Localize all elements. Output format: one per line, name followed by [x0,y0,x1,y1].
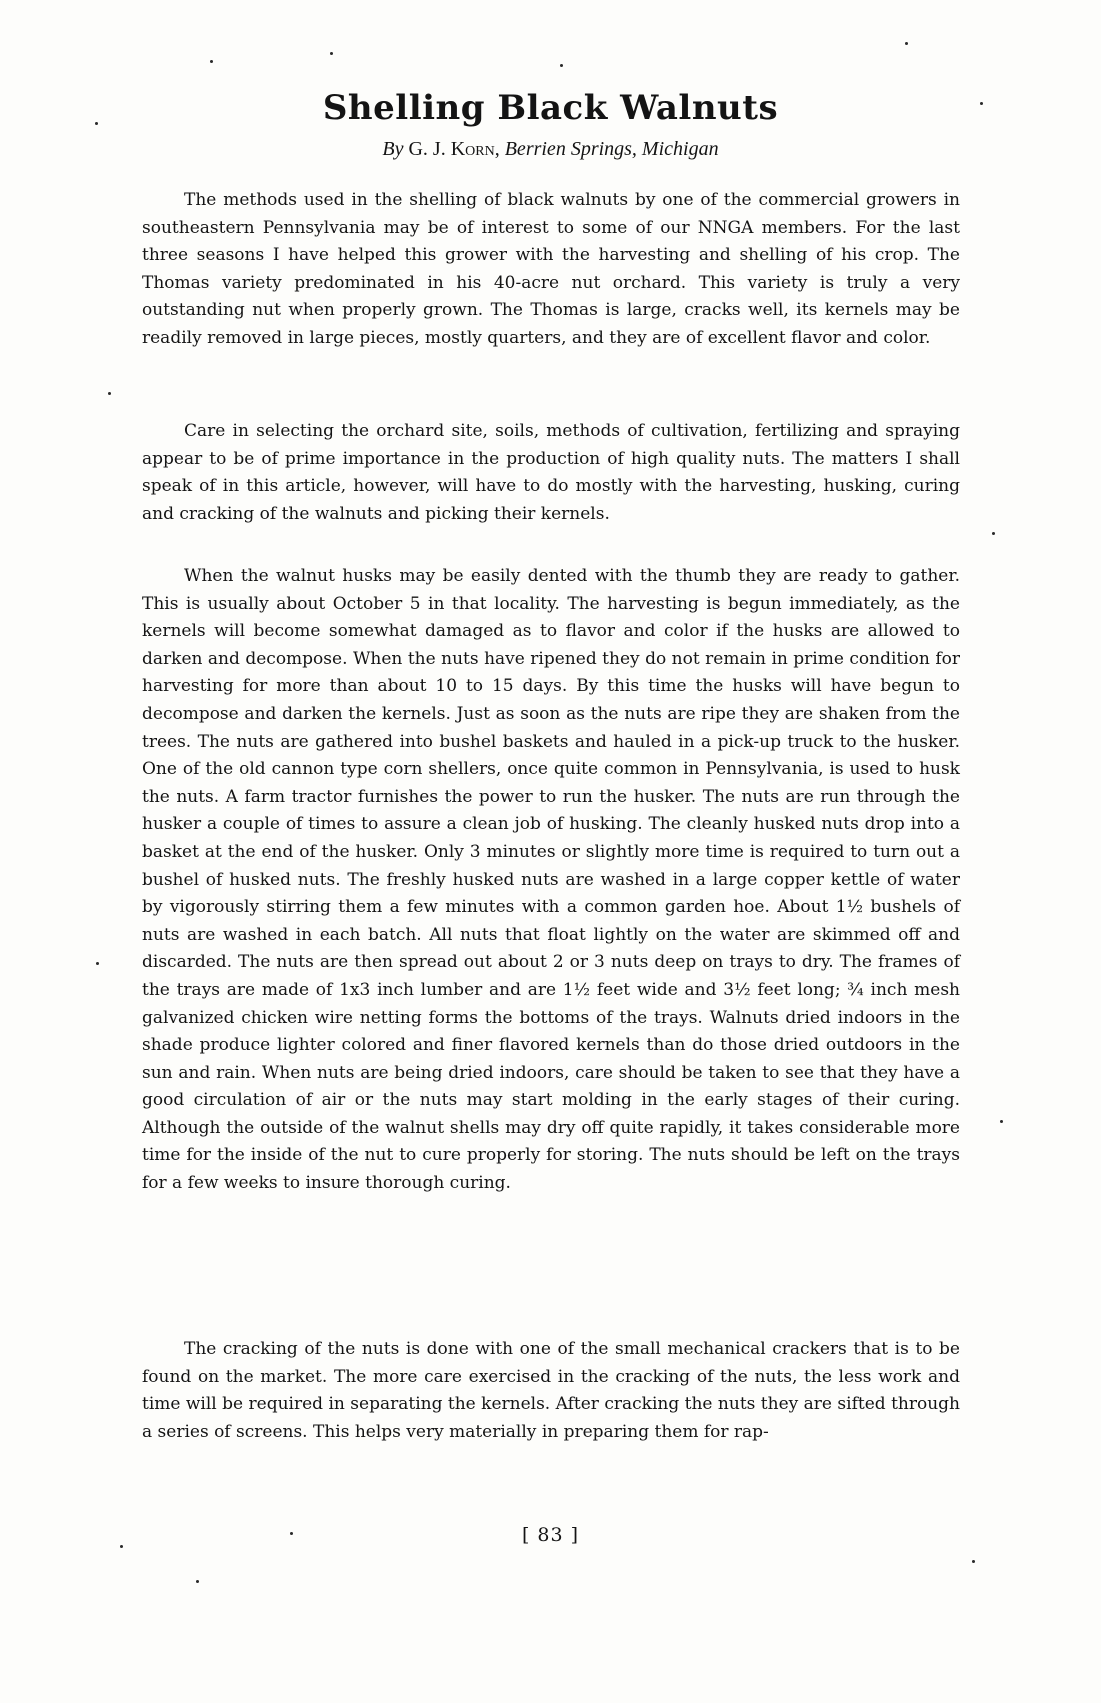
scan-speck [992,532,995,535]
article-title: Shelling Black Walnuts [322,88,779,128]
article-paragraph-4 [142,1336,960,1446]
paragraph-text: When the walnut husks may be easily dented with the thumb they are ready to gather. This is usually about October 5 in that locality. The harvesting is begun immediately, as the kernels will become somewhat damaged as to flavor and color if the husks are allowed to darken and decompose. When the nuts have ripened they do not remain in prime condition for harvesting for more than about 10 to 15 days. By this time the husks will have begun to decompose and darken the kernels. Just as soon as the nuts are ripe they are shaken from the trees. The nuts are gathered into bushel baskets and hauled in a pick-up truck to the husker. One of the old cannon type corn shellers, once quite common in Pennsylvania, is used to husk the nuts. A farm tractor furnishes the power to run the husker. The nuts are run through the husker a couple of times to assure a clean job of husking. The cleanly husked nuts drop into a basket at the end of the husker. Only 3 minutes or slightly more time is required to turn out a bushel of husked nuts. The freshly husked nuts are washed in a large copper kettle of water by vigorously stirring them a few minutes with a common garden hoe. About 1½ bushels of nuts are washed in each batch. All nuts that float lightly on the water are skimmed off and discarded. The nuts are then spread out about 2 or 3 nuts deep on trays to dry. The frames of the trays are made of 1x3 inch lumber and are 1½ feet wide and 3½ feet long; ¾ inch mesh galvanized chicken wire netting forms the bottoms of the trays. Walnuts dried indoors in the shade produce lighter colored and finer flavored kernels than do those dried outdoors in the sun and rain. When nuts are being dried indoors, care should be taken to see that they have a good circulation of air or the nuts may start molding in the early stages of their curing. Although the outside of the walnut shells may dry off quite rapidly, it takes considerable more time for the inside of the nut to cure properly for storing. The nuts should be left on the trays for a few weeks to insure thorough curing. [142,566,960,1194]
byline-prefix: By [382,138,404,160]
scan-speck [196,1580,199,1583]
article-paragraph-3 [142,563,960,1198]
scan-speck [905,42,908,45]
paragraph-text: The cracking of the nuts is done with one of the small mechanical crackers that is to be found on the market. The more care exercised in the cracking of the nuts, the less work and time will be required in separating the kernels. After cracking the nuts they are sifted through a series of screens. This helps very materially in preparing them for rap- [142,1339,960,1442]
article-byline [0,137,1101,161]
article-paragraph-2 [142,418,960,528]
scan-speck [210,60,213,63]
byline-location: Berrien Springs, Michigan [504,138,719,160]
byline-author: G. J. Korn, [408,138,500,160]
scan-speck [330,52,333,55]
scan-speck [96,962,99,965]
scan-speck [560,64,563,67]
page-number: [ 83 ] [521,1524,580,1546]
paragraph-text: The methods used in the shelling of black walnuts by one of the commercial growers in southeastern Pennsylvania may be of interest to some of our NNGA members. For the last three seasons I have helped this grower with the harvesting and shelling of his crop. The Thomas variety predominated in his 40-acre nut orchard. This variety is truly a very outstanding nut when properly grown. The Thomas is large, cracks well, its kernels may be readily removed in large pieces, mostly quarters, and they are of excellent flavor and color. [142,190,960,348]
scan-speck [972,1560,975,1563]
paragraph-text: Care in selecting the orchard site, soils, methods of cultivation, fertilizing and spraying appear to be of prime importance in the production of high quality nuts. The matters I shall speak of in this article, however, will have to do mostly with the harvesting, husking, curing and cracking of the walnuts and picking their kernels. [142,421,960,524]
scan-speck [1000,1120,1003,1123]
article-paragraph-1 [142,187,960,353]
scan-speck [108,392,111,395]
